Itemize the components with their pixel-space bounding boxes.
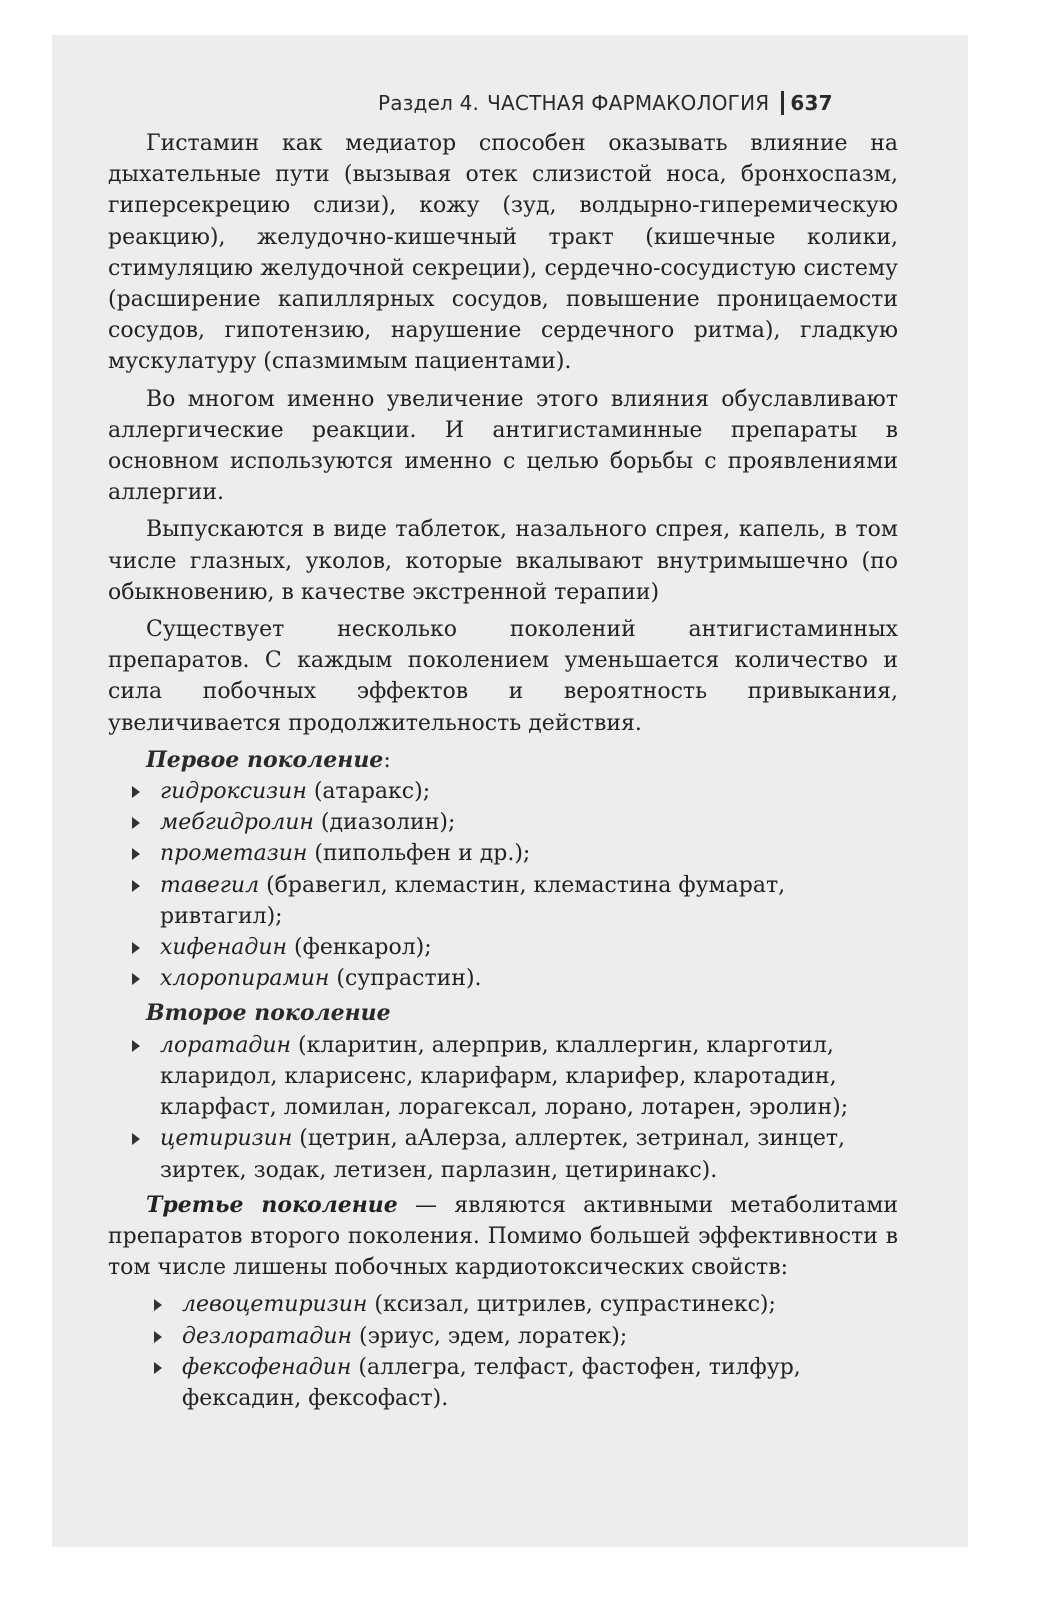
- drug-brands: (бравегил, клемастин, клемастина фумарат, ривтагил);: [160, 872, 786, 929]
- triangle-bullet-icon: [132, 786, 140, 798]
- triangle-bullet-icon: [132, 880, 140, 892]
- paragraph-forms: Выпускаются в виде таблеток, назального спрея, капель, в том числе глазных, уколов, которые вкалывают внутримышечно (по обыкновению, в качестве экстренной терапии): [108, 517, 898, 605]
- triangle-bullet-icon: [132, 1133, 140, 1145]
- third-generation-text: — являются активными метаболитами препаратов второго поколения. Помимо большей эффективности в том числе лишены побочных кардиотоксических свойств:: [108, 1192, 898, 1281]
- first-generation-heading: [108, 745, 898, 776]
- first-generation-label: Первое поколение: [146, 746, 384, 773]
- header-section: Раздел 4.: [378, 91, 480, 115]
- triangle-bullet-icon: [132, 1040, 140, 1052]
- drug-brands: (кларитин, алерприв, клаллергин, кларготил, кларидол, кларисенс, кларифарм, кларифер, кларотадин, кларфаст, ломилан, лорагексал, лорано, лотарен, эролин);: [160, 1032, 849, 1121]
- triangle-bullet-icon: [132, 817, 140, 829]
- paragraph-third-generation: [108, 1190, 898, 1284]
- drug-brands: (фенкарол);: [287, 935, 432, 961]
- drug-name: левоцетиризин: [182, 1292, 368, 1318]
- list-item: [108, 1030, 898, 1124]
- triangle-bullet-icon: [154, 1299, 162, 1311]
- drug-name: фексофенадин: [182, 1354, 352, 1380]
- drug-name: цетиризин: [160, 1126, 293, 1152]
- page-number: 637: [790, 91, 833, 115]
- list-item: [108, 1289, 898, 1320]
- drug-brands: (цетрин, аАлерза, аллертек, зетринал, зинцет, зиртек, зодак, летизен, парлазин, цетиринакс).: [160, 1126, 846, 1183]
- header-divider: [781, 91, 784, 115]
- paragraph-generations: Существует несколько поколений антигистаминных препаратов. С каждым поколением уменьшается количество и сила побочных эффектов и вероятность привыкания, увеличивается продолжительность действия.: [108, 617, 898, 736]
- drug-name: хлоропирамин: [160, 966, 330, 992]
- drug-brands: (аллегра, телфаст, фастофен, тилфур, фексадин, фексофаст).: [182, 1354, 801, 1411]
- drug-name: тавегил: [160, 872, 260, 898]
- drug-brands: (супрастин).: [329, 966, 482, 992]
- second-generation-list: [108, 1030, 898, 1186]
- first-generation-list: [108, 776, 898, 994]
- drug-name: дезлоратадин: [182, 1323, 352, 1349]
- triangle-bullet-icon: [132, 942, 140, 954]
- triangle-bullet-icon: [154, 1362, 162, 1374]
- list-item: [108, 1123, 898, 1185]
- paragraph-histamine: Гистамин как медиатор способен оказывать влияние на дыхательные пути (вызывая отек слизистой носа, бронхоспазм, гиперсекрецию слизи), кожу (зуд, волдырно-гиперемическую реакцию), желудочно-кишечный тракт (кишечные колики, стимуляцию желудочной секреции), сердечно-сосудистую систему (расширение капиллярных сосудов, повышение проницаемости сосудов, гипотензию, нарушение сердечного ритма), гладкую мускулатуру (спазмимым пациентами).: [108, 131, 898, 375]
- body-text: [108, 128, 898, 1418]
- list-item: [108, 776, 898, 807]
- drug-brands: (атаракс);: [306, 779, 431, 805]
- list-item: [108, 1352, 898, 1414]
- triangle-bullet-icon: [132, 973, 140, 985]
- list-item: [108, 807, 898, 838]
- header-title: ЧАСТНАЯ ФАРМАКОЛОГИЯ: [487, 91, 770, 115]
- list-item: [108, 932, 898, 963]
- triangle-bullet-icon: [132, 848, 140, 860]
- list-item: [108, 1321, 898, 1352]
- running-header: [378, 86, 898, 120]
- drug-name: мебгидролин: [160, 810, 314, 836]
- drug-name: хифенадин: [160, 935, 288, 961]
- paragraph-allergy: Во многом именно увеличение этого влияния обуславливают аллергические реакции. И антигистаминные препараты в основном используются именно с целью борьбы с проявлениями аллергии.: [108, 386, 898, 506]
- third-generation-list: [108, 1289, 898, 1414]
- drug-brands: (эриус, эдем, лоратек);: [352, 1323, 628, 1349]
- list-item: [108, 838, 898, 869]
- drug-name: лоратадин: [160, 1032, 292, 1058]
- third-generation-label: Третье поколение: [146, 1191, 398, 1218]
- drug-brands: (ксизал, цитрилев, супрастинекс);: [367, 1292, 776, 1318]
- first-generation-colon: :: [383, 747, 391, 773]
- drug-name: гидроксизин: [160, 779, 307, 805]
- list-item: [108, 870, 898, 932]
- triangle-bullet-icon: [154, 1331, 162, 1343]
- drug-name: прометазин: [160, 841, 308, 867]
- drug-brands: (пипольфен и др.);: [307, 841, 531, 867]
- list-item: [108, 963, 898, 994]
- second-generation-heading: Второе поколение: [146, 1000, 391, 1027]
- drug-brands: (диазолин);: [313, 810, 456, 836]
